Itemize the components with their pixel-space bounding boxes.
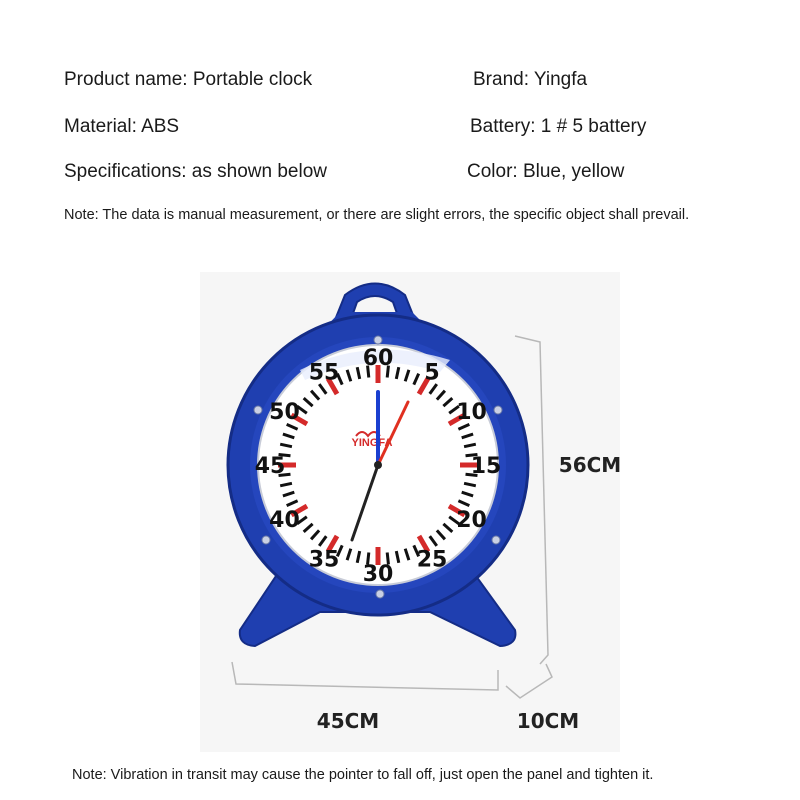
measurement-note: Note: The data is manual measurement, or there are slight errors, the specific object shall prevail. — [64, 207, 690, 223]
material-text: Material: ABS — [64, 116, 180, 137]
dial-numeral: 55 — [308, 360, 340, 386]
brand-logo: YINGFA — [351, 437, 393, 449]
width-label: 45CM — [316, 709, 380, 733]
hand-hub — [374, 461, 382, 469]
battery-text: Battery: 1 # 5 battery — [470, 116, 647, 137]
height-label: 56CM — [558, 453, 622, 477]
dial-numeral: 10 — [456, 400, 487, 425]
dial-numeral: 50 — [269, 400, 300, 425]
dial-numeral: 15 — [470, 454, 502, 479]
dial-numeral: 40 — [269, 508, 300, 533]
product-name-text: Product name: Portable clock — [64, 69, 313, 90]
dial-numeral: 35 — [308, 547, 340, 573]
depth-label: 10CM — [516, 709, 580, 733]
dial-numeral: 60 — [362, 346, 394, 371]
dial-numeral: 20 — [456, 508, 487, 533]
dial-numeral: 25 — [416, 547, 448, 573]
dial-numeral: 5 — [424, 360, 440, 386]
dial-numeral: 30 — [362, 562, 394, 587]
transit-note: Note: Vibration in transit may cause the pointer to fall off, just open the panel and tighten it. — [72, 767, 654, 783]
brand-text: Brand: Yingfa — [473, 69, 588, 90]
color-text: Color: Blue, yellow — [467, 161, 625, 182]
specifications-text: Specifications: as shown below — [64, 161, 327, 182]
dial-numeral: 45 — [254, 454, 286, 479]
